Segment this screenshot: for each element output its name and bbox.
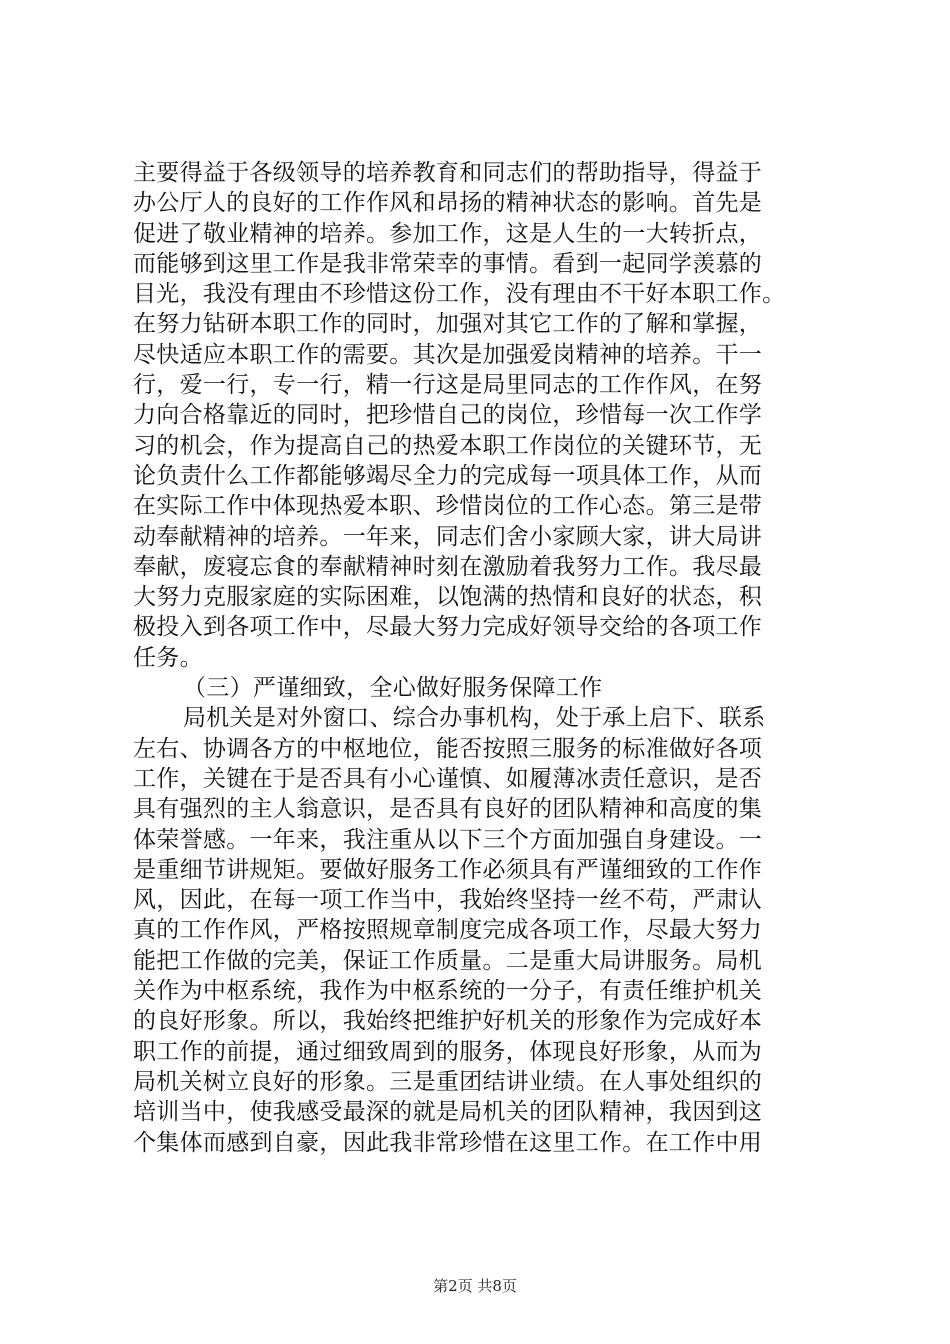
text-line: 论负责什么工作都能够竭尽全力的完成每一项具体工作，从而	[133, 462, 763, 489]
document-body	[133, 158, 833, 1158]
text-line: 局机关树立良好的形象。三是重团结讲业绩。在人事处组织的	[133, 1068, 763, 1095]
text-line: 能把工作做的完美，保证工作质量。二是重大局讲服务。局机	[133, 947, 763, 974]
text-line: 职工作的前提，通过细致周到的服务，体现良好形象，从而为	[133, 1038, 763, 1065]
text-line: 风，因此，在每一项工作当中，我始终坚持一丝不苟，严肃认	[133, 887, 763, 914]
page-number-footer: 第2页 共8页	[433, 1277, 517, 1295]
text-line: 动奉献精神的培养。一年来，同志们舍小家顾大家，讲大局讲	[133, 523, 763, 550]
text-line: 培训当中，使我感受最深的就是局机关的团队精神，我因到这	[133, 1099, 763, 1126]
section-heading: （三）严谨细致，全心做好服务保障工作	[183, 675, 603, 702]
text-line: 办公厅人的良好的工作作风和昂扬的精神状态的影响。首先是	[133, 190, 763, 217]
text-line: 奉献，废寝忘食的奉献精神时刻在激励着我努力工作。我尽最	[133, 553, 763, 580]
text-line: 促进了敬业精神的培养。参加工作，这是人生的一大转折点，	[133, 220, 763, 247]
text-line: 行，爱一行，专一行，精一行这是局里同志的工作作风，在努	[133, 372, 763, 399]
text-line: 习的机会，作为提高自己的热爱本职工作岗位的关键环节，无	[133, 432, 763, 459]
text-line: 在实际工作中体现热爱本职、珍惜岗位的工作心态。第三是带	[133, 493, 763, 520]
text-line: 任务。	[133, 644, 203, 671]
text-line: 左右、协调各方的中枢地位，能否按照三服务的标准做好各项	[133, 735, 763, 762]
text-line: 目光，我没有理由不珍惜这份工作，没有理由不干好本职工作。	[133, 281, 786, 308]
text-line: 大努力克服家庭的实际困难，以饱满的热情和良好的状态，积	[133, 584, 763, 611]
text-line: 极投入到各项工作中，尽最大努力完成好领导交给的各项工作	[133, 614, 763, 641]
text-line: 关作为中枢系统，我作为中枢系统的一分子，有责任维护机关	[133, 978, 763, 1005]
text-line: 的良好形象。所以，我始终把维护好机关的形象作为完成好本	[133, 1008, 763, 1035]
text-line: 具有强烈的主人翁意识，是否具有良好的团队精神和高度的集	[133, 796, 763, 823]
text-line: 在努力钻研本职工作的同时，加强对其它工作的了解和掌握，	[133, 311, 763, 338]
text-line: 真的工作作风，严格按照规章制度完成各项工作，尽最大努力	[133, 917, 763, 944]
text-line: 体荣誉感。一年来，我注重从以下三个方面加强自身建设。一	[133, 826, 763, 853]
text-line: 主要得益于各级领导的培养教育和同志们的帮助指导，得益于	[133, 160, 763, 186]
text-line: 尽快适应本职工作的需要。其次是加强爱岗精神的培养。干一	[133, 341, 763, 368]
paragraph-first-line: 局机关是对外窗口、综合办事机构，处于承上启下、联系	[183, 705, 766, 732]
text-line: 是重细节讲规矩。要做好服务工作必须具有严谨细致的工作作	[133, 856, 763, 883]
text-line: 而能够到这里工作是我非常荣幸的事情。看到一起同学羡慕的	[133, 250, 763, 277]
text-line: 个集体而感到自豪，因此我非常珍惜在这里工作。在工作中用	[133, 1129, 763, 1156]
text-line: 工作，关键在于是否具有小心谨慎、如履薄冰责任意识，是否	[133, 765, 763, 792]
text-line: 力向合格靠近的同时，把珍惜自己的岗位，珍惜每一次工作学	[133, 402, 763, 429]
